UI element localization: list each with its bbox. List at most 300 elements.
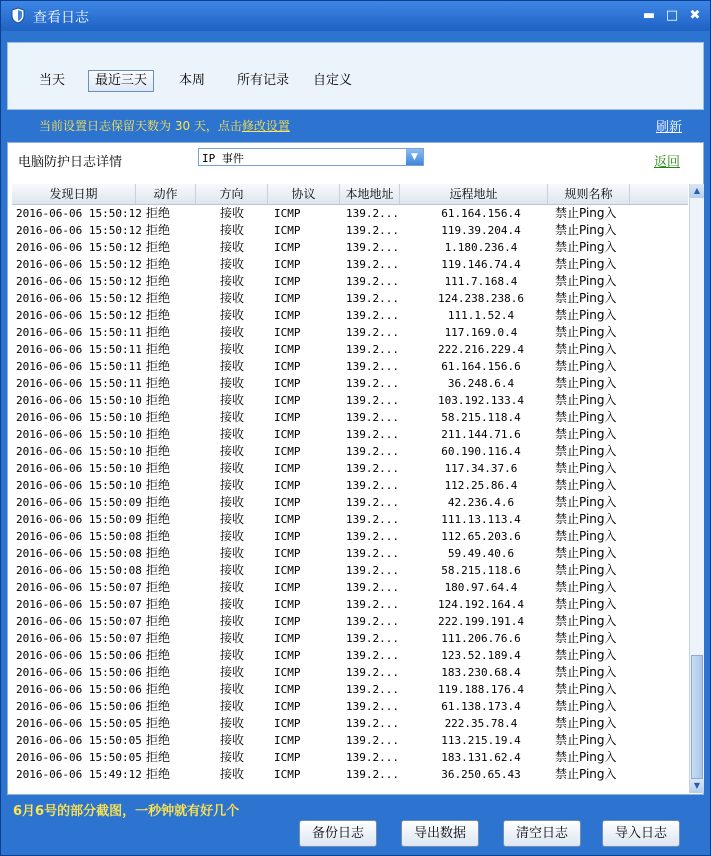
cell-remote-address: 123.52.189.4 bbox=[441, 649, 521, 662]
cell-protocol: ICMP bbox=[274, 445, 301, 458]
cell-local-address: 139.2... bbox=[346, 394, 399, 407]
cell-rule-name: 禁止Ping入 bbox=[555, 308, 617, 322]
cell-direction: 接收 bbox=[220, 359, 245, 373]
cell-action: 拒绝 bbox=[146, 699, 171, 713]
cell-rule-name: 禁止Ping入 bbox=[555, 444, 617, 458]
cell-date: 2016-06-06 15:50:06 bbox=[16, 649, 142, 662]
log-panel bbox=[7, 142, 704, 795]
cell-direction: 接收 bbox=[220, 631, 245, 645]
cell-remote-address: 112.65.203.6 bbox=[441, 530, 521, 543]
cell-protocol: ICMP bbox=[274, 394, 301, 407]
cell-protocol: ICMP bbox=[274, 275, 301, 288]
cell-remote-address: 222.216.229.4 bbox=[437, 343, 525, 356]
backup-log-button[interactable]: 备份日志 bbox=[299, 820, 377, 847]
cell-protocol: ICMP bbox=[274, 717, 301, 730]
cell-local-address: 139.2... bbox=[346, 326, 399, 339]
cell-local-address: 139.2... bbox=[346, 207, 399, 220]
cell-rule-name: 禁止Ping入 bbox=[555, 580, 617, 594]
cell-direction: 接收 bbox=[220, 597, 245, 611]
cell-protocol: ICMP bbox=[274, 428, 301, 441]
cell-local-address: 139.2... bbox=[346, 224, 399, 237]
cell-rule-name: 禁止Ping入 bbox=[555, 325, 617, 339]
cell-date: 2016-06-06 15:50:06 bbox=[16, 700, 142, 713]
cell-rule-name: 禁止Ping入 bbox=[555, 376, 617, 390]
cell-local-address: 139.2... bbox=[346, 632, 399, 645]
cell-local-address: 139.2... bbox=[346, 275, 399, 288]
cell-protocol: ICMP bbox=[274, 581, 301, 594]
time-range-tabs bbox=[7, 42, 704, 110]
screenshot-caption: 6月6号的部分截图，一秒钟就有好几个 bbox=[13, 804, 240, 819]
cell-action: 拒绝 bbox=[146, 563, 171, 577]
cell-date: 2016-06-06 15:50:07 bbox=[16, 598, 142, 611]
column-header-protocol[interactable]: 协议 bbox=[268, 184, 340, 204]
cell-protocol: ICMP bbox=[274, 411, 301, 424]
cell-rule-name: 禁止Ping入 bbox=[555, 597, 617, 611]
cell-remote-address: 211.144.71.6 bbox=[441, 428, 521, 441]
cell-date: 2016-06-06 15:49:12 bbox=[16, 768, 142, 781]
table-row[interactable] bbox=[12, 358, 688, 375]
cell-direction: 接收 bbox=[220, 512, 245, 526]
cell-rule-name: 禁止Ping入 bbox=[555, 427, 617, 441]
cell-remote-address: 111.206.76.6 bbox=[441, 632, 521, 645]
cell-date: 2016-06-06 15:50:12 bbox=[16, 224, 142, 237]
cell-date: 2016-06-06 15:50:10 bbox=[16, 394, 142, 407]
cell-direction: 接收 bbox=[220, 393, 245, 407]
tab-today[interactable]: 当天 bbox=[39, 73, 66, 88]
cell-local-address: 139.2... bbox=[346, 428, 399, 441]
cell-direction: 接收 bbox=[220, 240, 245, 254]
cell-direction: 接收 bbox=[220, 410, 245, 424]
cell-protocol: ICMP bbox=[274, 547, 301, 560]
cell-rule-name: 禁止Ping入 bbox=[555, 529, 617, 543]
cell-local-address: 139.2... bbox=[346, 734, 399, 747]
cell-action: 拒绝 bbox=[146, 546, 171, 560]
cell-date: 2016-06-06 15:50:08 bbox=[16, 530, 142, 543]
cell-rule-name: 禁止Ping入 bbox=[555, 461, 617, 475]
cell-direction: 接收 bbox=[220, 291, 245, 305]
tab-last-three-days[interactable]: 最近三天 bbox=[88, 70, 154, 92]
table-row[interactable] bbox=[12, 698, 688, 715]
modify-settings-link[interactable]: 修改设置 bbox=[241, 119, 290, 133]
cell-local-address: 139.2... bbox=[346, 700, 399, 713]
cell-action: 拒绝 bbox=[146, 427, 171, 441]
cell-date: 2016-06-06 15:50:11 bbox=[16, 377, 142, 390]
cell-local-address: 139.2... bbox=[346, 581, 399, 594]
vertical-scrollbar[interactable] bbox=[689, 184, 704, 793]
cell-remote-address: 119.146.74.4 bbox=[441, 258, 521, 271]
cell-direction: 接收 bbox=[220, 444, 245, 458]
table-row[interactable] bbox=[12, 443, 688, 460]
retention-note bbox=[39, 117, 290, 134]
cell-date: 2016-06-06 15:50:09 bbox=[16, 513, 142, 526]
table-row[interactable] bbox=[12, 749, 688, 766]
cell-action: 拒绝 bbox=[146, 665, 171, 679]
cell-action: 拒绝 bbox=[146, 291, 171, 305]
shield-icon bbox=[10, 7, 26, 24]
cell-action: 拒绝 bbox=[146, 376, 171, 390]
cell-local-address: 139.2... bbox=[346, 649, 399, 662]
cell-remote-address: 124.192.164.4 bbox=[437, 598, 525, 611]
cell-rule-name: 禁止Ping入 bbox=[555, 563, 617, 577]
table-row[interactable] bbox=[12, 409, 688, 426]
cell-date: 2016-06-06 15:50:07 bbox=[16, 581, 142, 594]
cell-rule-name: 禁止Ping入 bbox=[555, 512, 617, 526]
cell-action: 拒绝 bbox=[146, 597, 171, 611]
table-row[interactable] bbox=[12, 494, 688, 511]
cell-remote-address: 103.192.133.4 bbox=[437, 394, 525, 407]
cell-local-address: 139.2... bbox=[346, 445, 399, 458]
cell-action: 拒绝 bbox=[146, 733, 171, 747]
cell-action: 拒绝 bbox=[146, 495, 171, 509]
cell-local-address: 139.2... bbox=[346, 411, 399, 424]
cell-remote-address: 117.34.37.6 bbox=[444, 462, 518, 475]
cell-remote-address: 111.1.52.4 bbox=[447, 309, 515, 322]
cell-direction: 接收 bbox=[220, 699, 245, 713]
maximize-icon[interactable]: □ bbox=[665, 8, 679, 23]
cell-protocol: ICMP bbox=[274, 768, 301, 781]
cell-local-address: 139.2... bbox=[346, 343, 399, 356]
cell-local-address: 139.2... bbox=[346, 530, 399, 543]
cell-remote-address: 222.35.78.4 bbox=[444, 717, 518, 730]
cell-direction: 接收 bbox=[220, 274, 245, 288]
table-row[interactable] bbox=[12, 460, 688, 477]
cell-direction: 接收 bbox=[220, 614, 245, 628]
cell-rule-name: 禁止Ping入 bbox=[555, 733, 617, 747]
table-row[interactable] bbox=[12, 681, 688, 698]
table-row[interactable] bbox=[12, 307, 688, 324]
column-header-remote-address[interactable]: 远程地址 bbox=[400, 184, 548, 204]
column-header-date[interactable]: 发现日期 bbox=[12, 184, 136, 204]
cell-remote-address: 1.180.236.4 bbox=[444, 241, 518, 254]
table-row[interactable] bbox=[12, 205, 688, 222]
cell-date: 2016-06-06 15:50:12 bbox=[16, 275, 142, 288]
cell-date: 2016-06-06 15:50:10 bbox=[16, 428, 142, 441]
table-row[interactable] bbox=[12, 273, 688, 290]
cell-protocol: ICMP bbox=[274, 292, 301, 305]
import-log-button[interactable]: 导入日志 bbox=[602, 820, 680, 847]
table-row[interactable] bbox=[12, 426, 688, 443]
cell-action: 拒绝 bbox=[146, 206, 171, 220]
cell-rule-name: 禁止Ping入 bbox=[555, 240, 617, 254]
cell-direction: 接收 bbox=[220, 325, 245, 339]
cell-action: 拒绝 bbox=[146, 257, 171, 271]
cell-remote-address: 117.169.0.4 bbox=[444, 326, 518, 339]
table-row[interactable] bbox=[12, 256, 688, 273]
cell-protocol: ICMP bbox=[274, 666, 301, 679]
table-row[interactable] bbox=[12, 664, 688, 681]
cell-local-address: 139.2... bbox=[346, 258, 399, 271]
cell-action: 拒绝 bbox=[146, 631, 171, 645]
cell-remote-address: 124.238.238.6 bbox=[437, 292, 525, 305]
table-row[interactable] bbox=[12, 341, 688, 358]
cell-action: 拒绝 bbox=[146, 359, 171, 373]
cell-action: 拒绝 bbox=[146, 393, 171, 407]
section-title: 电脑防护日志详情 bbox=[18, 155, 123, 170]
cell-remote-address: 111.13.113.4 bbox=[441, 513, 521, 526]
cell-protocol: ICMP bbox=[274, 496, 301, 509]
cell-direction: 接收 bbox=[220, 461, 245, 475]
cell-direction: 接收 bbox=[220, 342, 245, 356]
cell-date: 2016-06-06 15:50:08 bbox=[16, 547, 142, 560]
cell-rule-name: 禁止Ping入 bbox=[555, 410, 617, 424]
cell-action: 拒绝 bbox=[146, 580, 171, 594]
cell-local-address: 139.2... bbox=[346, 547, 399, 560]
cell-remote-address: 59.49.40.6 bbox=[447, 547, 515, 560]
cell-local-address: 139.2... bbox=[346, 513, 399, 526]
cell-remote-address: 61.138.173.4 bbox=[441, 700, 521, 713]
cell-direction: 接收 bbox=[220, 767, 245, 781]
cell-local-address: 139.2... bbox=[346, 751, 399, 764]
cell-remote-address: 222.199.191.4 bbox=[437, 615, 525, 628]
table-row[interactable] bbox=[12, 222, 688, 239]
cell-rule-name: 禁止Ping入 bbox=[555, 699, 617, 713]
cell-direction: 接收 bbox=[220, 563, 245, 577]
scroll-down-icon[interactable]: ▼ bbox=[690, 779, 704, 793]
cell-rule-name: 禁止Ping入 bbox=[555, 291, 617, 305]
cell-date: 2016-06-06 15:50:11 bbox=[16, 360, 142, 373]
cell-action: 拒绝 bbox=[146, 750, 171, 764]
cell-date: 2016-06-06 15:50:11 bbox=[16, 326, 142, 339]
cell-protocol: ICMP bbox=[274, 326, 301, 339]
cell-rule-name: 禁止Ping入 bbox=[555, 648, 617, 662]
table-row[interactable] bbox=[12, 562, 688, 579]
cell-direction: 接收 bbox=[220, 665, 245, 679]
table-row[interactable] bbox=[12, 579, 688, 596]
cell-action: 拒绝 bbox=[146, 223, 171, 237]
table-row[interactable] bbox=[12, 290, 688, 307]
table-row[interactable] bbox=[12, 239, 688, 256]
cell-date: 2016-06-06 15:50:06 bbox=[16, 666, 142, 679]
minimize-icon[interactable]: ▬ bbox=[642, 8, 656, 23]
cell-rule-name: 禁止Ping入 bbox=[555, 665, 617, 679]
export-data-button[interactable]: 导出数据 bbox=[401, 820, 479, 847]
cell-local-address: 139.2... bbox=[346, 292, 399, 305]
cell-remote-address: 119.39.204.4 bbox=[441, 224, 521, 237]
cell-local-address: 139.2... bbox=[346, 564, 399, 577]
cell-remote-address: 111.7.168.4 bbox=[444, 275, 518, 288]
cell-rule-name: 禁止Ping入 bbox=[555, 682, 617, 696]
cell-rule-name: 禁止Ping入 bbox=[555, 257, 617, 271]
cell-local-address: 139.2... bbox=[346, 360, 399, 373]
cell-rule-name: 禁止Ping入 bbox=[555, 342, 617, 356]
cell-rule-name: 禁止Ping入 bbox=[555, 274, 617, 288]
window-title: 查看日志 bbox=[33, 10, 89, 26]
cell-date: 2016-06-06 15:50:12 bbox=[16, 258, 142, 271]
event-type-value: IP 事件 bbox=[202, 152, 244, 165]
cell-protocol: ICMP bbox=[274, 224, 301, 237]
cell-date: 2016-06-06 15:50:05 bbox=[16, 734, 142, 747]
cell-rule-name: 禁止Ping入 bbox=[555, 767, 617, 781]
title-bar[interactable] bbox=[1, 1, 710, 31]
tab-custom[interactable]: 自定义 bbox=[313, 73, 353, 88]
cell-local-address: 139.2... bbox=[346, 462, 399, 475]
cell-direction: 接收 bbox=[220, 376, 245, 390]
cell-remote-address: 61.164.156.6 bbox=[441, 360, 521, 373]
cell-local-address: 139.2... bbox=[346, 377, 399, 390]
cell-protocol: ICMP bbox=[274, 683, 301, 696]
cell-date: 2016-06-06 15:50:10 bbox=[16, 479, 142, 492]
cell-protocol: ICMP bbox=[274, 360, 301, 373]
cell-remote-address: 42.236.4.6 bbox=[447, 496, 515, 509]
cell-protocol: ICMP bbox=[274, 615, 301, 628]
cell-remote-address: 58.215.118.6 bbox=[441, 564, 521, 577]
cell-direction: 接收 bbox=[220, 682, 245, 696]
cell-remote-address: 61.164.156.4 bbox=[441, 207, 521, 220]
cell-protocol: ICMP bbox=[274, 309, 301, 322]
table-row[interactable] bbox=[12, 630, 688, 647]
log-table-body bbox=[12, 205, 688, 790]
cell-rule-name: 禁止Ping入 bbox=[555, 223, 617, 237]
cell-direction: 接收 bbox=[220, 427, 245, 441]
event-type-select[interactable] bbox=[198, 148, 424, 166]
cell-date: 2016-06-06 15:50:12 bbox=[16, 241, 142, 254]
retention-note-text: 当前设置日志保留天数为 30 天，点击 bbox=[39, 119, 242, 133]
cell-date: 2016-06-06 15:50:10 bbox=[16, 462, 142, 475]
cell-remote-address: 183.131.62.4 bbox=[441, 751, 521, 764]
cell-direction: 接收 bbox=[220, 648, 245, 662]
cell-protocol: ICMP bbox=[274, 513, 301, 526]
clear-log-button[interactable]: 清空日志 bbox=[503, 820, 581, 847]
cell-local-address: 139.2... bbox=[346, 309, 399, 322]
cell-protocol: ICMP bbox=[274, 530, 301, 543]
cell-action: 拒绝 bbox=[146, 461, 171, 475]
cell-protocol: ICMP bbox=[274, 700, 301, 713]
cell-date: 2016-06-06 15:50:10 bbox=[16, 445, 142, 458]
table-row[interactable] bbox=[12, 715, 688, 732]
cell-date: 2016-06-06 15:50:07 bbox=[16, 632, 142, 645]
table-row[interactable] bbox=[12, 647, 688, 664]
cell-action: 拒绝 bbox=[146, 716, 171, 730]
cell-direction: 接收 bbox=[220, 546, 245, 560]
cell-rule-name: 禁止Ping入 bbox=[555, 359, 617, 373]
cell-date: 2016-06-06 15:50:07 bbox=[16, 615, 142, 628]
cell-remote-address: 112.25.86.4 bbox=[444, 479, 518, 492]
table-row[interactable] bbox=[12, 477, 688, 494]
cell-action: 拒绝 bbox=[146, 240, 171, 254]
tab-this-week[interactable]: 本周 bbox=[179, 73, 206, 88]
cell-direction: 接收 bbox=[220, 223, 245, 237]
cell-remote-address: 183.230.68.4 bbox=[441, 666, 521, 679]
cell-direction: 接收 bbox=[220, 495, 245, 509]
cell-rule-name: 禁止Ping入 bbox=[555, 750, 617, 764]
cell-action: 拒绝 bbox=[146, 478, 171, 492]
scroll-up-icon[interactable]: ▲ bbox=[690, 184, 704, 198]
cell-date: 2016-06-06 15:50:05 bbox=[16, 751, 142, 764]
table-row[interactable] bbox=[12, 766, 688, 783]
column-header-direction[interactable]: 方向 bbox=[196, 184, 268, 204]
cell-date: 2016-06-06 15:50:06 bbox=[16, 683, 142, 696]
cell-protocol: ICMP bbox=[274, 751, 301, 764]
cell-date: 2016-06-06 15:50:10 bbox=[16, 411, 142, 424]
cell-action: 拒绝 bbox=[146, 308, 171, 322]
cell-protocol: ICMP bbox=[274, 632, 301, 645]
tab-all-records[interactable]: 所有记录 bbox=[237, 73, 290, 88]
cell-remote-address: 36.250.65.43 bbox=[441, 768, 521, 781]
cell-protocol: ICMP bbox=[274, 377, 301, 390]
cell-local-address: 139.2... bbox=[346, 683, 399, 696]
column-header-rule-name[interactable]: 规则名称 bbox=[548, 184, 630, 204]
back-link[interactable]: 返回 bbox=[654, 155, 681, 170]
cell-protocol: ICMP bbox=[274, 462, 301, 475]
cell-action: 拒绝 bbox=[146, 767, 171, 781]
cell-date: 2016-06-06 15:50:11 bbox=[16, 343, 142, 356]
table-row[interactable] bbox=[12, 392, 688, 409]
cell-direction: 接收 bbox=[220, 478, 245, 492]
cell-direction: 接收 bbox=[220, 529, 245, 543]
table-row[interactable] bbox=[12, 596, 688, 613]
cell-protocol: ICMP bbox=[274, 564, 301, 577]
table-row[interactable] bbox=[12, 511, 688, 528]
cell-direction: 接收 bbox=[220, 733, 245, 747]
cell-remote-address: 180.97.64.4 bbox=[444, 581, 518, 594]
cell-direction: 接收 bbox=[220, 308, 245, 322]
cell-remote-address: 60.190.116.4 bbox=[441, 445, 521, 458]
cell-local-address: 139.2... bbox=[346, 479, 399, 492]
cell-date: 2016-06-06 15:50:12 bbox=[16, 292, 142, 305]
cell-rule-name: 禁止Ping入 bbox=[555, 393, 617, 407]
chevron-down-icon[interactable]: ▼ bbox=[406, 149, 423, 165]
cell-local-address: 139.2... bbox=[346, 496, 399, 509]
cell-action: 拒绝 bbox=[146, 274, 171, 288]
cell-direction: 接收 bbox=[220, 750, 245, 764]
cell-protocol: ICMP bbox=[274, 479, 301, 492]
cell-remote-address: 119.188.176.4 bbox=[437, 683, 525, 696]
cell-local-address: 139.2... bbox=[346, 241, 399, 254]
cell-direction: 接收 bbox=[220, 206, 245, 220]
table-row[interactable] bbox=[12, 528, 688, 545]
cell-action: 拒绝 bbox=[146, 529, 171, 543]
cell-action: 拒绝 bbox=[146, 682, 171, 696]
cell-rule-name: 禁止Ping入 bbox=[555, 495, 617, 509]
scroll-thumb[interactable] bbox=[691, 655, 703, 779]
table-row[interactable] bbox=[12, 545, 688, 562]
close-icon[interactable]: ✖ bbox=[689, 8, 701, 23]
table-row[interactable] bbox=[12, 324, 688, 341]
table-row[interactable] bbox=[12, 375, 688, 392]
cell-rule-name: 禁止Ping入 bbox=[555, 614, 617, 628]
cell-rule-name: 禁止Ping入 bbox=[555, 546, 617, 560]
cell-action: 拒绝 bbox=[146, 410, 171, 424]
table-row[interactable] bbox=[12, 613, 688, 630]
cell-date: 2016-06-06 15:50:12 bbox=[16, 309, 142, 322]
table-header bbox=[12, 184, 688, 205]
cell-direction: 接收 bbox=[220, 716, 245, 730]
cell-protocol: ICMP bbox=[274, 258, 301, 271]
cell-date: 2016-06-06 15:50:05 bbox=[16, 717, 142, 730]
cell-action: 拒绝 bbox=[146, 648, 171, 662]
cell-direction: 接收 bbox=[220, 580, 245, 594]
cell-local-address: 139.2... bbox=[346, 666, 399, 679]
cell-local-address: 139.2... bbox=[346, 717, 399, 730]
cell-direction: 接收 bbox=[220, 257, 245, 271]
cell-rule-name: 禁止Ping入 bbox=[555, 206, 617, 220]
cell-action: 拒绝 bbox=[146, 444, 171, 458]
table-row[interactable] bbox=[12, 732, 688, 749]
cell-action: 拒绝 bbox=[146, 512, 171, 526]
column-header-local-address[interactable]: 本地地址 bbox=[340, 184, 400, 204]
cell-date: 2016-06-06 15:50:12 bbox=[16, 207, 142, 220]
cell-protocol: ICMP bbox=[274, 207, 301, 220]
cell-rule-name: 禁止Ping入 bbox=[555, 478, 617, 492]
cell-protocol: ICMP bbox=[274, 649, 301, 662]
cell-local-address: 139.2... bbox=[346, 598, 399, 611]
column-header-action[interactable]: 动作 bbox=[136, 184, 196, 204]
refresh-link[interactable]: 刷新 bbox=[656, 120, 683, 135]
cell-action: 拒绝 bbox=[146, 342, 171, 356]
cell-remote-address: 113.215.19.4 bbox=[441, 734, 521, 747]
cell-remote-address: 58.215.118.4 bbox=[441, 411, 521, 424]
cell-rule-name: 禁止Ping入 bbox=[555, 631, 617, 645]
